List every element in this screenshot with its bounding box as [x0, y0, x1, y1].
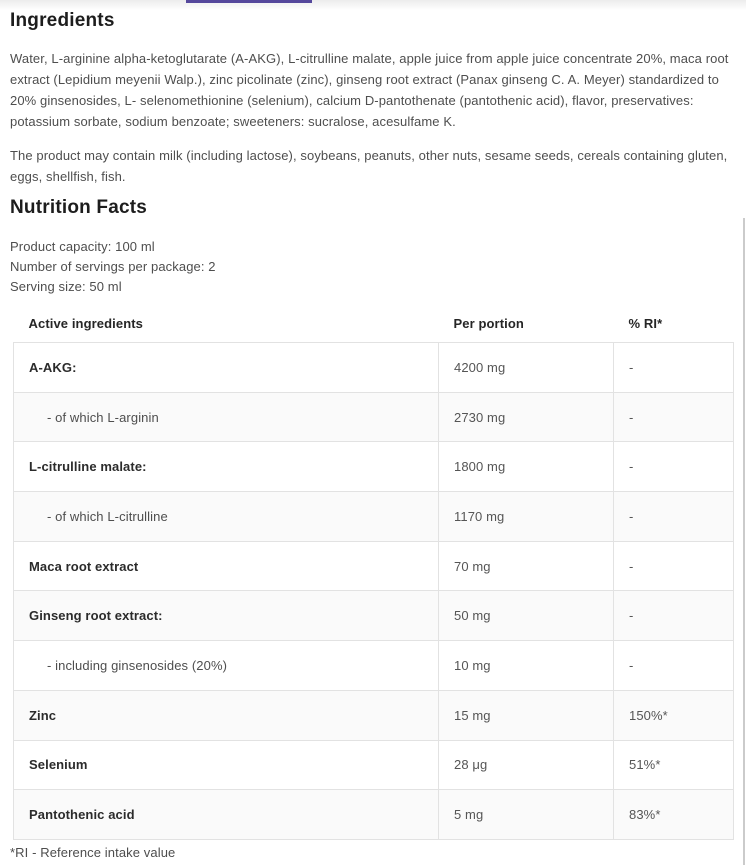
per-portion-value: 70 mg	[439, 541, 614, 591]
allergen-note: The product may contain milk (including lactose), soybeans, peanuts, other nuts, sesame seeds, cereals containing gluten, eggs, shellfish, fish.	[10, 148, 728, 184]
product-details-panel	[10, 0, 733, 860]
servings-per-package-line: Number of servings per package: 2	[10, 259, 216, 274]
ingredient-label: - including ginsenosides (20%)	[14, 641, 439, 691]
ingredient-label: Zinc	[14, 690, 439, 740]
table-row	[14, 591, 734, 641]
ingredients-section-title: Ingredients	[10, 10, 115, 31]
table-row	[14, 343, 734, 393]
per-portion-value: 10 mg	[439, 641, 614, 691]
product-info-block	[10, 237, 733, 297]
table-header-row	[14, 305, 734, 343]
table-row	[14, 492, 734, 542]
table-row	[14, 641, 734, 691]
ingredient-label: Selenium	[14, 740, 439, 790]
ri-value: -	[614, 492, 734, 542]
per-portion-value: 5 mg	[439, 790, 614, 840]
table-row	[14, 790, 734, 840]
ri-value: -	[614, 591, 734, 641]
ri-value: 51%*	[614, 740, 734, 790]
column-header-per-portion: Per portion	[439, 305, 614, 343]
per-portion-value: 1170 mg	[439, 492, 614, 542]
table-row	[14, 740, 734, 790]
column-header-active-ingredients: Active ingredients	[14, 305, 439, 343]
ingredient-label: L-citrulline malate:	[14, 442, 439, 492]
per-portion-value: 15 mg	[439, 690, 614, 740]
nutrition-facts-table	[13, 305, 734, 840]
nutrition-table-rows	[14, 343, 734, 840]
ri-value: -	[614, 343, 734, 393]
column-header-ri: % RI*	[614, 305, 734, 343]
per-portion-value: 28 μg	[439, 740, 614, 790]
table-row	[14, 541, 734, 591]
per-portion-value: 1800 mg	[439, 442, 614, 492]
ri-value: -	[614, 541, 734, 591]
ri-value: 150%*	[614, 690, 734, 740]
ingredients-description: Water, L-arginine alpha-ketoglutarate (A-AKG), L-citrulline malate, apple juice from apple juice concentrate 20%, maca root extract (Lepidium meyenii Walp.), zinc picolinate (zinc), ginseng root extract (Panax ginseng C. A. Meyer) standardized to 20% ginsenosides, L- selenomethionine (selenium), calcium D-pantothenate (pantothenic acid), flavor, preservatives: potassium sorbate, sodium benzoate; sweeteners: sucralose, acesulfame K.	[10, 51, 729, 129]
scrollbar-track[interactable]	[743, 218, 745, 865]
ingredient-label: Pantothenic acid	[14, 790, 439, 840]
ri-value: 83%*	[614, 790, 734, 840]
reference-intake-footnote: *RI - Reference intake value	[10, 844, 176, 860]
ingredient-label: - of which L-arginin	[14, 392, 439, 442]
ingredient-label: Ginseng root extract:	[14, 591, 439, 641]
ingredient-label: A-AKG:	[14, 343, 439, 393]
table-row	[14, 392, 734, 442]
per-portion-value: 2730 mg	[439, 392, 614, 442]
product-capacity-line: Product capacity: 100 ml	[10, 239, 155, 254]
ingredient-label: Maca root extract	[14, 541, 439, 591]
nutrition-facts-section-title: Nutrition Facts	[10, 197, 148, 218]
table-row	[14, 442, 734, 492]
ri-value: -	[614, 392, 734, 442]
serving-size-line: Serving size: 50 ml	[10, 279, 122, 294]
per-portion-value: 50 mg	[439, 591, 614, 641]
ri-value: -	[614, 442, 734, 492]
ri-value: -	[614, 641, 734, 691]
table-row	[14, 690, 734, 740]
per-portion-value: 4200 mg	[439, 343, 614, 393]
ingredient-label: - of which L-citrulline	[14, 492, 439, 542]
